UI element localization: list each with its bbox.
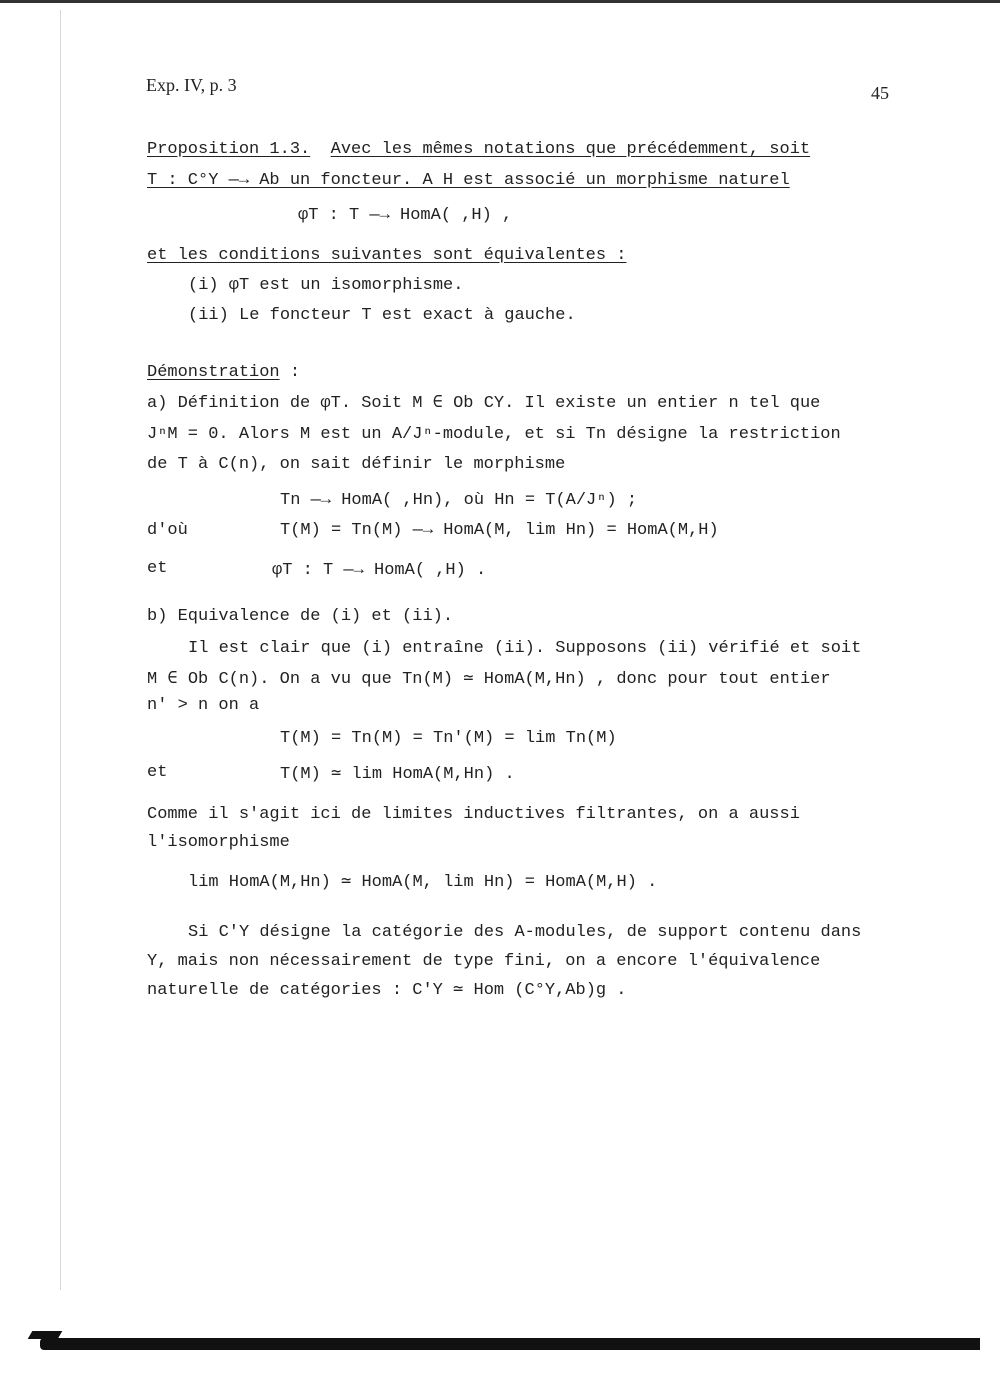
demonstration-colon: : <box>289 363 301 382</box>
part-d-line1: Si C'Y désigne la catégorie des A-modules, de support contenu dans <box>188 923 862 942</box>
part-b-line3: n' > n on a <box>147 696 260 715</box>
left-margin-line <box>60 10 61 1290</box>
equation-1: Tn —→ HomA( ,Hn), où Hn = T(A/Jⁿ) ; <box>280 491 638 510</box>
demonstration-title: Démonstration <box>147 363 280 382</box>
part-d-line3: naturelle de catégories : C'Y ≃ Hom (C°Y,Ab)g . <box>147 981 627 1000</box>
proposition-formula: φT : T —→ HomA( ,H) , <box>298 206 513 225</box>
condition-i: (i) φT est un isomorphisme. <box>188 276 464 295</box>
top-edge-rule <box>0 0 1000 3</box>
page-number: 45 <box>871 83 889 103</box>
scan-bottom-bar <box>40 1338 980 1350</box>
equation-2-label: d'où <box>147 521 188 540</box>
part-d-line2: Y, mais non nécessairement de type fini, on a encore l'équivalence <box>147 952 821 971</box>
part-b-line1: Il est clair que (i) entraîne (ii). Supposons (ii) vérifié et soit <box>188 639 862 658</box>
proposition-line2: T : C°Y —→ Ab un foncteur. A H est associé un morphisme naturel <box>147 171 790 190</box>
equation-2: T(M) = Tn(M) —→ HomA(M, lim Hn) = HomA(M,H) <box>280 521 719 540</box>
proposition-line1: Avec les mêmes notations que précédemment, soit <box>330 140 811 159</box>
part-b-title: b) Equivalence de (i) et (ii). <box>147 607 454 626</box>
equation-3-label: et <box>147 559 168 578</box>
part-c-line2: l'isomorphisme <box>147 833 290 852</box>
equation-4: T(M) = Tn(M) = Tn'(M) = lim Tn(M) <box>280 729 617 748</box>
running-header: Exp. IV, p. 3 <box>146 75 237 95</box>
proposition-heading <box>147 139 810 161</box>
equation-5: T(M) ≃ lim HomA(M,Hn) . <box>280 765 515 784</box>
part-c-line1: Comme il s'agit ici de limites inductives filtrantes, on a aussi <box>147 805 800 824</box>
condition-ii: (ii) Le foncteur T est exact à gauche. <box>188 306 576 325</box>
part-b-line2: M ∈ Ob C(n). On a vu que Tn(M) ≃ HomA(M,Hn) , donc pour tout entier <box>147 670 831 689</box>
proposition-title: Proposition 1.3. <box>147 140 311 159</box>
proposition-line3: et les conditions suivantes sont équivalentes : <box>147 246 627 265</box>
demonstration-heading <box>147 362 300 384</box>
part-a-line1: a) Définition de φT. Soit M ∈ Ob CY. Il existe un entier n tel que <box>147 394 821 413</box>
equation-5-label: et <box>147 763 168 782</box>
part-a-line2: JⁿM = 0. Alors M est un A/Jⁿ-module, et si Tn désigne la restriction <box>147 425 841 444</box>
equation-3: φT : T —→ HomA( ,H) . <box>272 561 487 580</box>
part-a-line3: de T à C(n), on sait définir le morphisme <box>147 455 566 474</box>
equation-6: lim HomA(M,Hn) ≃ HomA(M, lim Hn) = HomA(M,H) . <box>188 873 658 892</box>
